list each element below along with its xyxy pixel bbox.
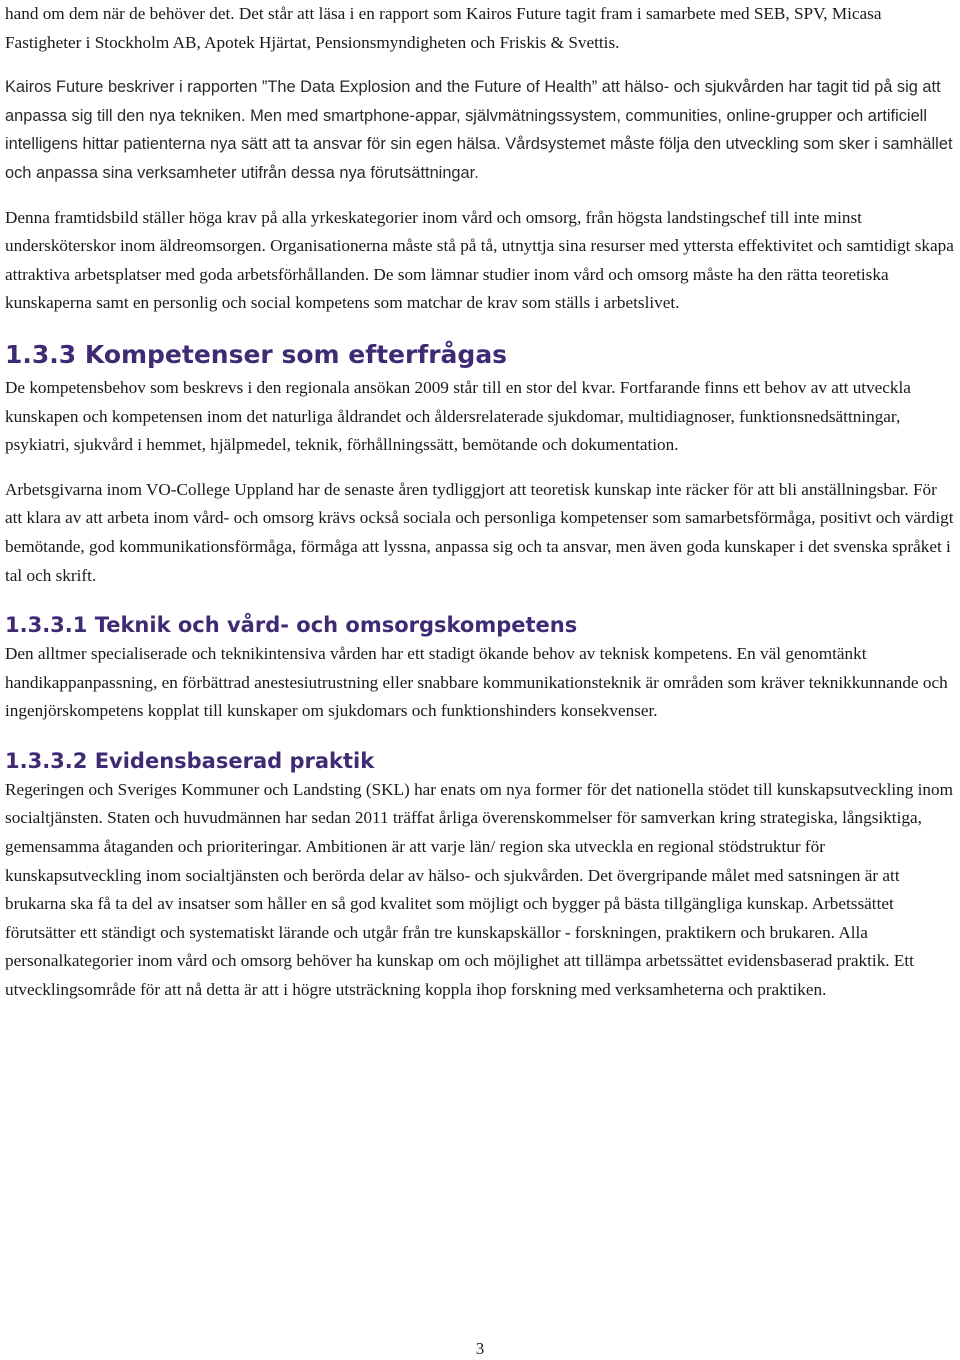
paragraph-kompetensbehov: De kompetensbehov som beskrevs i den regionala ansökan 2009 står till en stor del kvar. Fortfarande finns ett behov av att utveckla kunskapen och kompetensen inom det naturliga åldrandet och åldersrelaterade sjukdomar, multidiagnoser, funktionsnedsättningar, psykiatri, sjukvård i hemmet, hjälpmedel, teknik, förhållningssätt, bemötande och dokumentation. xyxy=(5,377,911,455)
document-page xyxy=(5,0,957,1005)
paragraph-intro: hand om dem när de behöver det. Det står att läsa i en rapport som Kairos Future tagit fram i samarbete med SEB, SPV, Micasa Fastigheter i Stockholm AB, Apotek Hjärtat, Pensionsmyndigheten och Friskis & Svettis. xyxy=(5,4,882,52)
heading-kompetenser: 1.3.3 Kompetenser som efterfrågas xyxy=(5,339,508,369)
heading-teknik: 1.3.3.1 Teknik och vård- och omsorgskompetens xyxy=(5,613,578,638)
page-number: 3 xyxy=(475,1339,485,1358)
paragraph-evidensbaserad: Regeringen och Sveriges Kommuner och Landsting (SKL) har enats om nya former för det nationella stödet till kunskapsutveckling inom socialtjänsten. Staten och huvudmännen har sedan 2011 träffat årliga överenskommelser för samverkan kring strategiska, långsiktiga, gemensamma åtaganden och prioriteringar. Ambitionen är att varje län/ region ska utveckla en regional stödstruktur för kunskapsutveckling inom socialtjänsten och berörda delar av hälso- och sjukvården. Det övergripande målet med satsningen är att brukarna ska få ta del av insatser som håller en så god kvalitet som möjligt och bygger på bästa tillgängliga kunskap. Arbetssättet förutsätter ett ständigt och systematiskt lärande och utgår från tre kunskapskällor - forskningen, praktikern och brukaren. Alla personalkategorier inom vård och omsorg behöver ha kunskap om och möjlighet att tillämpa arbetssättet evidensbaserad praktik. Ett utvecklingsområde för att nå detta är att i högre utsträckning koppla ihop forskning med verksamheterna och praktiken. xyxy=(5,779,953,1000)
paragraph-teknik: Den alltmer specialiserade och teknikintensiva vården har ett stadigt ökande behov av teknisk kompetens. En väl genomtänkt handikappanpassning, en förbättrad anestesiutrustning eller snabbare kommunikationsteknik är områden som kräver teknikkunnande och ingenjörskompetens kopplat till kunskaper om sjukdomars och funktionshinders konsekvenser. xyxy=(5,644,948,721)
paragraph-framtidsbild: Denna framtidsbild ställer höga krav på alla yrkeskategorier inom vård och omsorg, från högsta landstingschef till inte minst undersköterskor inom äldreomsorgen. Organisationerna måste stå på tå, utnyttja sina resurser med yttersta effektivitet och samtidigt skapa attraktiva arbetsplatser med goda arbetsförhållanden. De som lämnar studier inom vård och omsorg måste ha den rätta teoretiska kunskaperna samt en personlig och social kompetens som matchar de krav som ställs i arbetslivet. xyxy=(5,207,954,313)
paragraph-arbetsgivarna: Arbetsgivarna inom VO-College Uppland har de senaste åren tydliggjort att teoretisk kunskap inte räcker för att bli anställningsbar. För att klara av att arbeta inom vård- och omsorg krävs också sociala och personliga kompetenser som samarbetsförmåga, positivt och värdigt bemötande, god kommunikationsförmåga, förmåga att lyssna, anpassa sig och ta ansvar, men även goda kunskaper i det svenska språket i tal och skrift. xyxy=(5,479,954,585)
heading-evidensbaserad: 1.3.3.2 Evidensbaserad praktik xyxy=(5,748,375,773)
paragraph-kairos: Kairos Future beskriver i rapporten ”The Data Explosion and the Future of Health” att hälso- och sjukvården har tagit tid på sig att anpassa sig till den nya tekniken. Men med smartphone-appar, självmätningssystem, communities, online-grupper och artificiell intelligens hittar patienterna nya sätt att ta ansvar för sin egen hälsa. Vårdsystemet måste följa den utveckling som sker i samhället och anpassa sina verksamheter utifrån dessa nya förutsättningar. xyxy=(5,78,953,182)
